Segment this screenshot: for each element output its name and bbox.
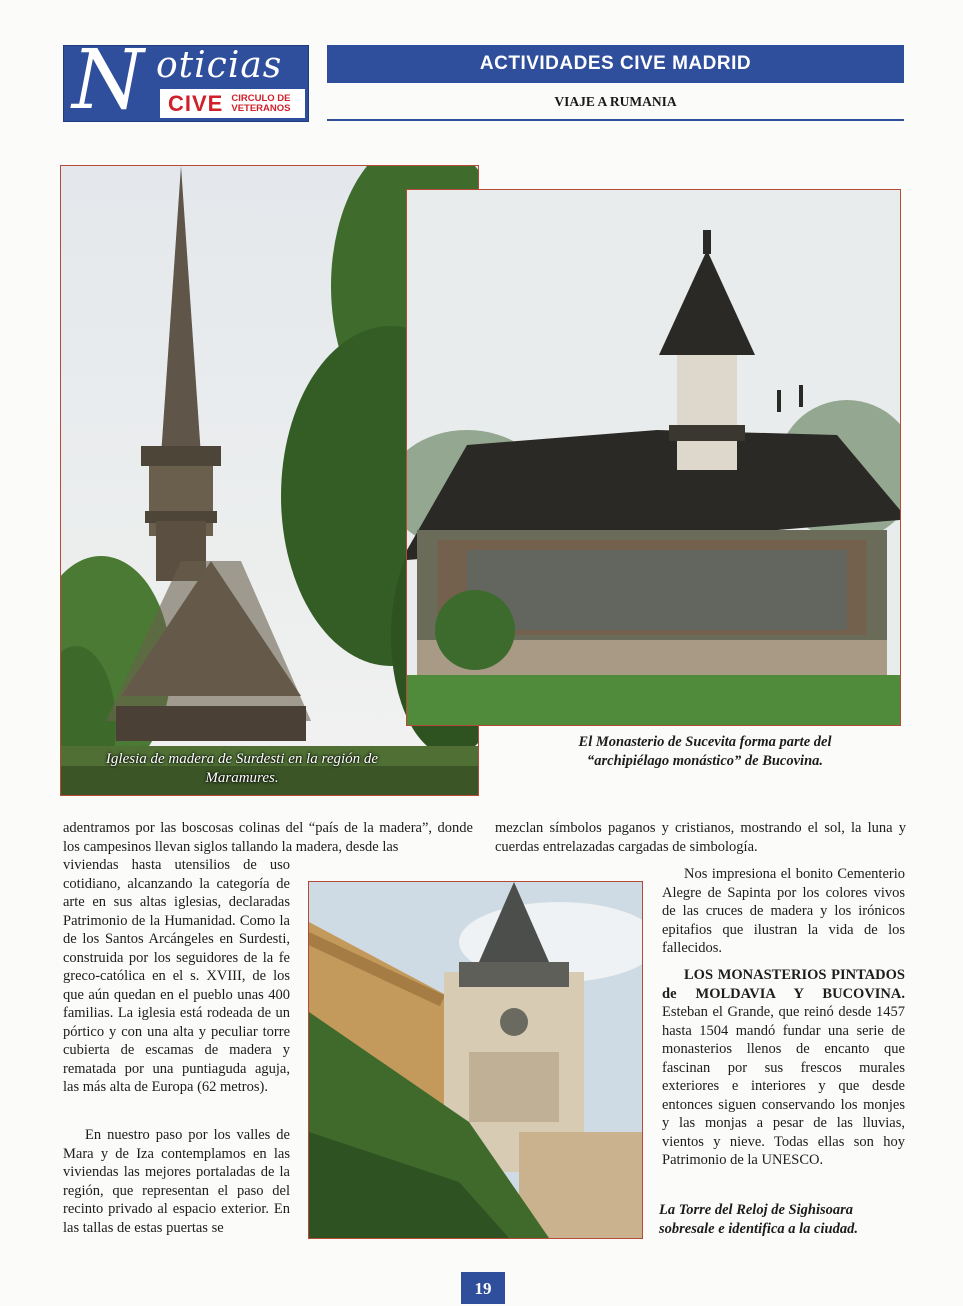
caption-sucevita-line2: “archipiélago monástico” de Bucovina.: [586, 753, 824, 769]
paragraph-left-2: En nuestro paso por los valles de Mara y de Iza contemplamos en las viviendas las mejores portaladas de la región, que representan el paso del recinto privado al espacio exterior. En las tallas de estas puertas se: [63, 1127, 290, 1236]
caption-sucevita: [520, 733, 890, 771]
section-subtitle: VIAJE A RUMANIA: [554, 94, 677, 109]
section-heading-monasterios: LOS MONASTERIOS PINTADOS de MOLDAVIA Y BUCOVINA.: [662, 967, 905, 1002]
paragraph-left-wide: adentramos por las boscosas colinas del “país de la madera”, donde los campesinos llevan siglos tallando la madera, desde las: [63, 820, 473, 855]
page-number: 19: [461, 1272, 505, 1304]
section-rule: [327, 119, 904, 121]
logo-title: oticias: [156, 45, 283, 86]
paragraph-right-wide: mezclan símbolos paganos y cristianos, mostrando el sol, la luna y cuerdas entrelazadas cargadas de simbología.: [495, 820, 906, 855]
caption-torre-line2: sobresale e identifica a la ciudad.: [659, 1221, 858, 1237]
section-title: ACTIVIDADES CIVE MADRID: [327, 45, 904, 83]
logo-sub-line2: VETERANOS: [231, 102, 291, 114]
caption-torre-line1: La Torre del Reloj de Sighisoara: [659, 1202, 854, 1218]
paragraph-left-1: viviendas hasta utensilios de uso cotidiano, alcanzando la categoría de arte en sus altas iglesias, declaradas Patrimonio de la Humanidad. Como la de los Santos Arcángeles en Surdesti, construida por los seguidores de la fe greco-católica en el s. XVIII, de los que aún quedan en el pueblo unas 400 familias. La iglesia está rodeada de un pórtico y con una alta y peculiar torre cubierta de escamas de madera y rematada por una puntiaguda aguja, las más alta de Europa (62 metros).: [63, 857, 290, 1095]
photo-sucevita-monastery: [406, 189, 901, 726]
logo-subtitle: [231, 94, 290, 114]
paragraph-right-1: Nos impresiona el bonito Cementerio Alegre de Sapinta por los colores vivos de las cruces de madera y los irónicos epitafios que ilustran la vida de los fallecidos.: [662, 866, 905, 956]
logo-brand: CIVE: [168, 90, 224, 116]
logo-sub-line1: CIRCULO DE: [231, 92, 291, 104]
paragraph-right-2-body: Esteban el Grande, que reinó desde 1457 hasta 1504 mandó fundar una serie de monasterios llenos de encanto que fascinan por sus frescos murales exteriores e interiores y que desde entonces siguen conservando los monjes y las monjas a pesar de las lluvias, vientos y nieve. Todas ellas son hoy Patrimonio de la UNESCO.: [662, 1004, 905, 1168]
logo-badge: [160, 89, 305, 118]
caption-torre: [659, 1201, 909, 1239]
paragraph-right-2: [662, 966, 905, 1170]
noticias-logo: [63, 33, 309, 128]
photo-sighisoara-tower: [308, 881, 643, 1239]
logo-initial: N: [72, 33, 144, 128]
caption-sucevita-line1: El Monasterio de Sucevita forma parte del: [578, 734, 832, 750]
caption-surdesti: Iglesia de madera de Surdesti en la región de Maramures.: [105, 751, 379, 786]
